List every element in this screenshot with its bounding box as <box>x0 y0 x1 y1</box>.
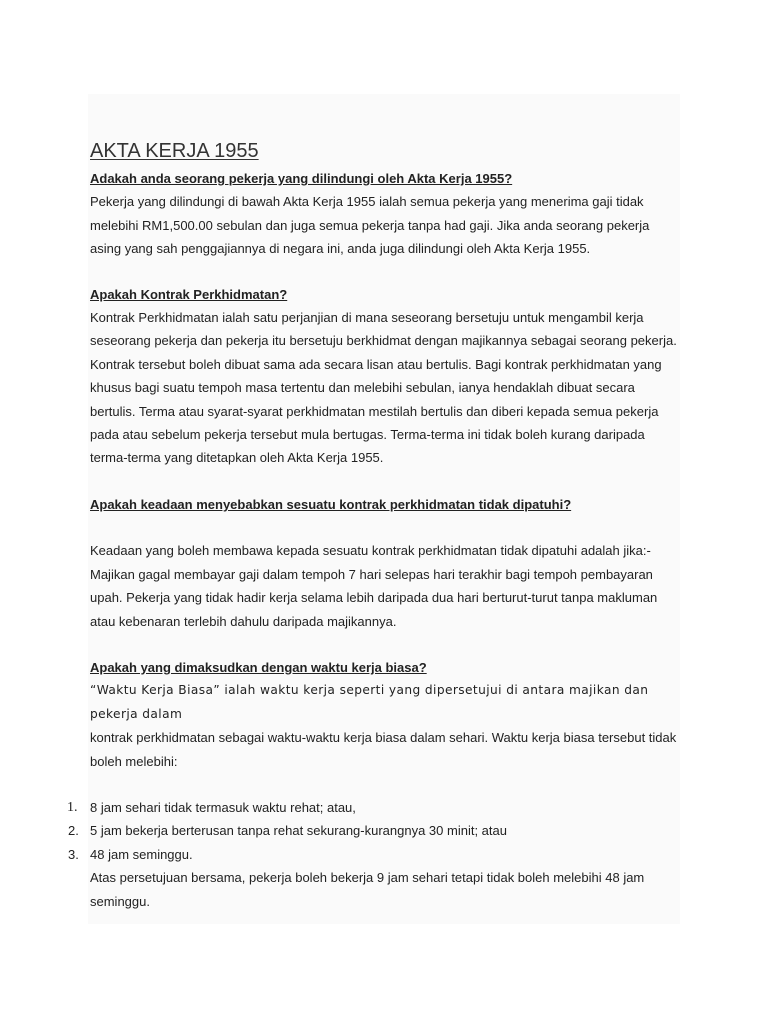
section-heading-1: Adakah anda seorang pekerja yang dilindungi oleh Akta Kerja 1955? <box>90 171 513 186</box>
section-paragraph-4-first-line: “Waktu Kerja Biasa” ialah waktu kerja seperti yang dipersetujui di antara majikan dan pekerja dalam <box>90 683 649 721</box>
list-text: 48 jam seminggu. <box>90 846 193 862</box>
list-number: 1. <box>67 799 78 815</box>
list-item <box>67 796 680 819</box>
working-hours-list <box>67 796 680 866</box>
section-paragraph-4: kontrak perkhidmatan sebagai waktu-waktu kerja biasa dalam sehari. Waktu kerja biasa tersebut tidak boleh melebihi: <box>90 730 677 769</box>
spacer <box>90 516 680 539</box>
section-paragraph-2: Kontrak Perkhidmatan ialah satu perjanjian di mana seseorang bersetuju untuk mengambil kerja seseorang pekerja dan pekerja itu bersetuju berkhidmat dengan majikannya sebagai seorang pekerja. Kontrak tersebut boleh dibuat sama ada secara lisan atau bertulis. Bagi kontrak perkhidmatan yang khusus bagi suatu tempoh masa tertentu dan melebihi sebulan, ianya hendaklah dibuat secara bertulis. Terma atau syarat-syarat perkhidmatan mestilah bertulis dan diberi kepada semua pekerja pada atau sebelum pekerja tersebut mula bertugas. Terma-terma ini tidak boleh kurang daripada terma-terma yang ditetapkan oleh Akta Kerja 1955. <box>90 310 677 466</box>
section-paragraph-3: Keadaan yang boleh membawa kepada sesuatu kontrak perkhidmatan tidak dipatuhi adalah jika:- Majikan gagal membayar gaji dalam tempoh 7 hari selepas hari terakhir bagi tempoh pembayaran upah. Pekerja yang tidak hadir kerja selama lebih daripada dua hari berturut-turut tanpa makluman atau kebenaran terlebih dahulu daripada majikannya. <box>90 543 658 629</box>
closing-paragraph: Atas persetujuan bersama, pekerja boleh bekerja 9 jam sehari tetapi tidak boleh melebihi 48 jam seminggu. <box>90 870 645 909</box>
list-item <box>68 843 680 866</box>
spacer <box>90 773 680 796</box>
section-heading-2: Apakah Kontrak Perkhidmatan? <box>90 286 288 302</box>
document-title: AKTA KERJA 1955 <box>90 140 259 162</box>
list-item <box>68 819 680 842</box>
spacer <box>90 633 680 656</box>
section-paragraph-1: Pekerja yang dilindungi di bawah Akta Kerja 1955 ialah semua pekerja yang menerima gaji tidak melebihi RM1,500.00 sebulan dan juga semua pekerja tanpa had gaji. Jika anda seorang pekerja asing yang sah penggajiannya di negara ini, anda juga dilindungi oleh Akta Kerja 1955. <box>90 194 650 257</box>
list-number: 3. <box>68 846 79 862</box>
document-body <box>67 138 680 913</box>
spacer <box>90 470 680 493</box>
list-number: 2. <box>68 823 79 839</box>
list-text: 8 jam sehari tidak termasuk waktu rehat; atau, <box>90 799 356 815</box>
section-heading-3: Apakah keadaan menyebabkan sesuatu kontrak perkhidmatan tidak dipatuhi? <box>90 496 572 512</box>
list-text: 5 jam bekerja berterusan tanpa rehat sekurang-kurangnya 30 minit; atau <box>90 823 507 839</box>
spacer <box>90 261 680 283</box>
section-heading-4: Apakah yang dimaksudkan dengan waktu kerja biasa? <box>90 659 427 675</box>
